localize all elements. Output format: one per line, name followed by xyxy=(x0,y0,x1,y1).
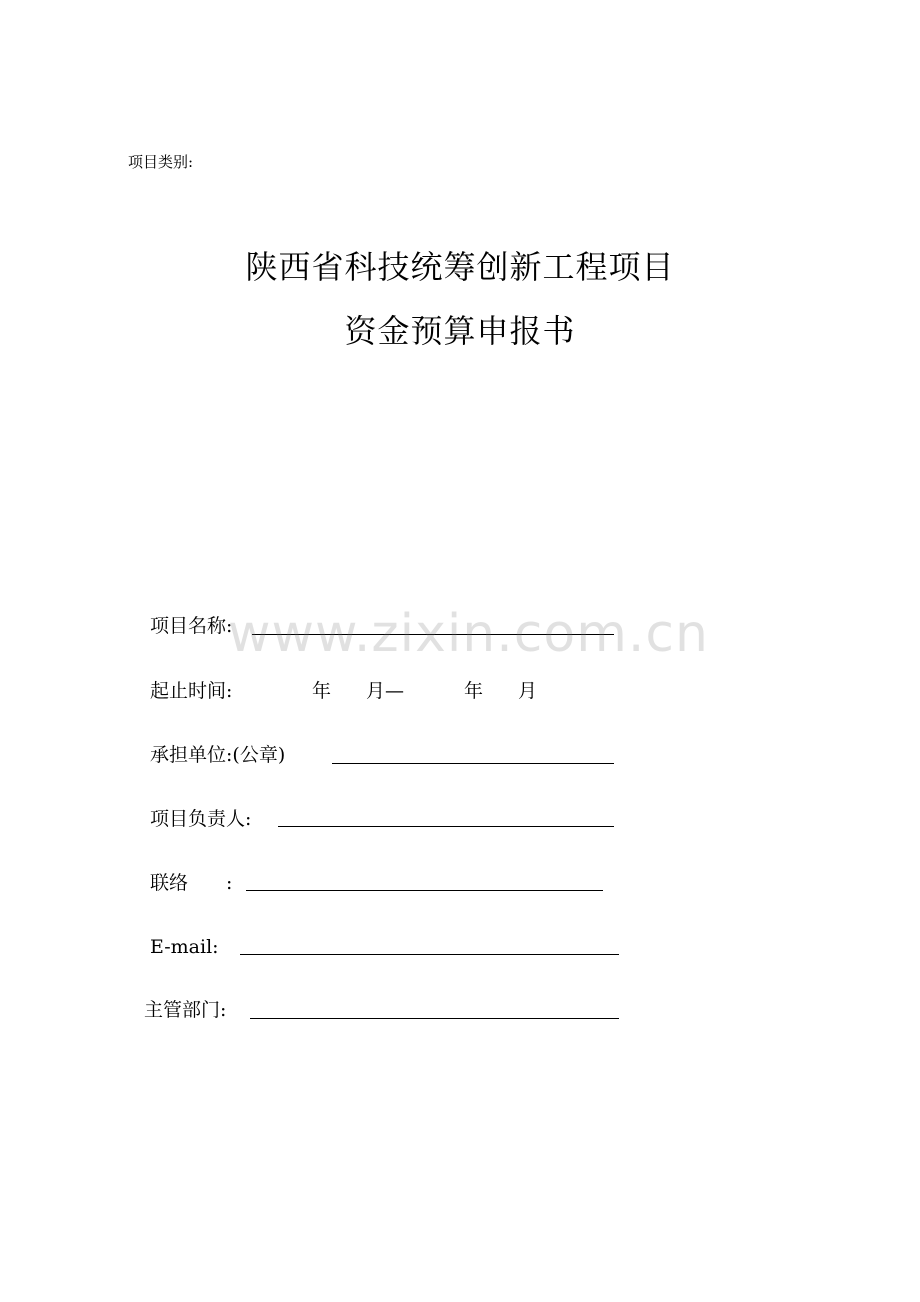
period-start-year-label: 年 xyxy=(312,680,332,702)
watermark-text: www.zixin.com.cn xyxy=(228,604,709,664)
period-start-month-label: 月— xyxy=(366,680,405,702)
period-end-month-label: 月 xyxy=(518,680,538,702)
period-end-year-label: 年 xyxy=(464,680,484,702)
email-underline[interactable] xyxy=(240,954,619,955)
dept-underline[interactable] xyxy=(250,1018,619,1019)
project-name-underline[interactable] xyxy=(252,634,614,635)
leader-underline[interactable] xyxy=(278,826,614,827)
contact-underline[interactable] xyxy=(246,890,603,891)
unit-label: 承担单位:(公章) xyxy=(150,744,286,766)
contact-colon: : xyxy=(226,872,233,894)
document-title-line2: 资金预算申报书 xyxy=(344,312,576,350)
unit-underline[interactable] xyxy=(332,763,614,764)
project-name-label: 项目名称: xyxy=(150,615,233,637)
period-label: 起止时间: xyxy=(150,680,233,702)
email-label: E-mail: xyxy=(150,936,219,958)
project-category-label: 项目类别: xyxy=(128,153,194,171)
contact-label: 联络 xyxy=(150,872,189,894)
document-title-line1: 陕西省科技统筹创新工程项目 xyxy=(245,248,675,286)
dept-label: 主管部门: xyxy=(144,999,227,1021)
leader-label: 项目负责人: xyxy=(150,808,252,830)
